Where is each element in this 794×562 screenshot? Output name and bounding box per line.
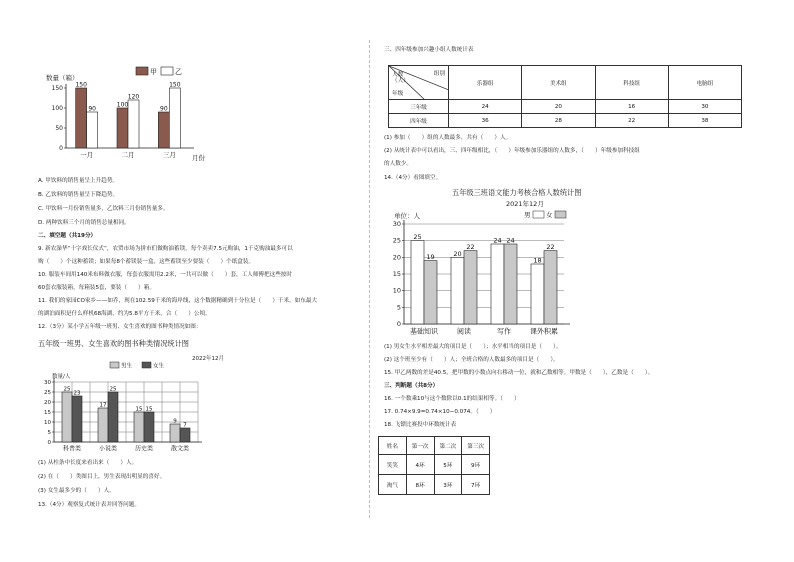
y-tick-label: 10 [44, 420, 51, 426]
dart-score-table [378, 436, 490, 495]
data-label: 17 [99, 402, 107, 409]
option-b: B. 乙饮料的销售量呈下降趋势。 [38, 192, 119, 198]
bar [144, 412, 154, 442]
question-12: 12.（3分）某小学五年级一班男、女生喜欢的图书种类情况如图： [38, 324, 202, 330]
question-14-item2: (2) 这个班至少有（ ）人；全班合格的人数最多的项目是（ ）。 [384, 357, 559, 363]
table-row [379, 475, 490, 495]
category-label: 课外积累 [530, 327, 558, 336]
legend-swatch-yi [161, 67, 173, 75]
row-label: 淘气 [379, 475, 407, 495]
table-cell: 36 [449, 114, 522, 128]
y-axis-title: 数量/人 [52, 374, 71, 380]
corner-label-count: 人数（人） [392, 72, 409, 84]
y-tick-label: 0 [396, 320, 401, 328]
category-label: 写作 [497, 327, 511, 336]
category-label: 科普类 [62, 445, 82, 452]
question-14-item1: (1) 男女生水平相差最大的项目是（ ）；水平相当的项目是（ ）。 [384, 344, 562, 350]
table-row [389, 100, 742, 114]
y-tick-label: 30 [392, 220, 401, 228]
chart2-title: 五年级一班男、女生喜欢的图书种类情况统计图 [38, 339, 189, 348]
bar [491, 244, 504, 324]
question-18: 18. 飞镖比赛投中环数统计表 [384, 422, 457, 428]
header-cell: 第一次 [406, 437, 434, 455]
row-label: 笑笑 [379, 455, 407, 475]
section-title-judgement: 三、判断题（共8分） [384, 383, 439, 389]
data-label: 90 [88, 105, 96, 113]
bar [451, 257, 464, 324]
header-cell: 姓名 [379, 437, 407, 455]
data-label: 19 [426, 253, 435, 262]
interest-group-table [388, 65, 742, 128]
legend-label-jia: 甲 [150, 68, 157, 76]
chart-date: 2022年12月 [192, 356, 224, 362]
corner-label-grade: 年级 [392, 91, 404, 97]
data-label: 120 [127, 93, 140, 101]
y-tick-label: 100 [51, 105, 63, 112]
legend-label-yi: 乙 [175, 68, 182, 76]
bar [169, 88, 180, 148]
question-9-line2: 购（ ）个这种蓄镁；如果每8个蓄镁装一盒，这些蓄镁至少要装（ ）个纸盒装。 [38, 259, 255, 265]
question-12-item1: (1) 从柱条中长度来看出来（ ）人。 [38, 460, 138, 466]
table-cell: 30 [668, 100, 741, 114]
legend-label-girls: 女 [546, 211, 553, 219]
header-cell: 第二次 [434, 437, 462, 455]
y-axis-title: 数量（箱） [46, 74, 79, 82]
y-tick-label: 30 [44, 380, 51, 386]
legend-swatch-boys [110, 362, 119, 368]
row-label: 四年级 [389, 114, 449, 128]
table-cell: 20 [522, 100, 595, 114]
table-cell: 9环 [462, 455, 490, 475]
question-16: 16. 一个数乘10与这个数除以0.1的结果相等。（ ） [384, 396, 520, 402]
data-label: 20 [453, 249, 462, 258]
bar [98, 408, 108, 442]
chart3-title: 五年级三班语文能力考核合格人数统计图 [452, 188, 582, 197]
data-label: 22 [466, 243, 475, 252]
data-label: 24 [506, 236, 515, 245]
bar [180, 428, 190, 442]
question-13: 13.（4分）观察复式统计表并回答问题。 [38, 502, 140, 508]
bar [87, 112, 98, 148]
bar [170, 424, 180, 442]
data-label: 15 [145, 406, 153, 413]
legend-label-girls: 女生 [153, 363, 165, 370]
question-9-line1: 9. 新农澡华“十字戏长仪式”，农贸市场为拼市们做购油蓄镁，每个卖卖7.5元购油，1千克购油最多可以 [38, 246, 293, 252]
chart-date: 2021年12月 [506, 200, 544, 208]
y-tick-label: 5 [396, 303, 401, 312]
table-cell: 16 [595, 100, 668, 114]
question-13-item2: (2) 从统计表中可以看出，三、四年级相比，（ ）年级参加乐器组的人数多，（ ）年级参加科技组 [384, 148, 640, 154]
y-tick-label: 50 [55, 125, 63, 132]
legend-label-boys: 男生 [121, 363, 133, 370]
question-13-item2-cont: 的人数少。 [384, 161, 412, 167]
category-label: 阅读 [457, 327, 471, 336]
bar [158, 112, 169, 148]
table-row [379, 455, 490, 475]
data-label: 25 [413, 233, 422, 242]
table-cell: 5环 [434, 455, 462, 475]
table-cell: 8环 [406, 475, 434, 495]
header-cell: 第三次 [462, 437, 490, 455]
corner-label-group: 组别 [433, 71, 445, 77]
bar [504, 244, 517, 324]
data-label: 23 [73, 390, 81, 397]
y-tick-label: 20 [392, 253, 401, 262]
legend-swatch-girls [555, 211, 566, 218]
category-label: 三月 [162, 151, 176, 159]
header-cell: 电脑组 [668, 66, 741, 100]
header-cell: 美术组 [522, 66, 595, 100]
category-label: 小说类 [98, 445, 118, 452]
table-cell: 28 [522, 114, 595, 128]
data-label: 150 [75, 81, 87, 89]
bar [134, 412, 144, 442]
y-tick-label: 25 [44, 390, 51, 396]
data-label: 100 [116, 101, 129, 109]
column-separator [369, 40, 370, 518]
table-row [389, 114, 742, 128]
y-tick-label: 5 [47, 430, 51, 436]
question-17: 17. 0.74×9.9=0.74×10−0.074。（ ） [384, 409, 496, 415]
y-tick-label: 15 [392, 270, 401, 278]
data-label: 24 [493, 236, 502, 245]
bar [117, 108, 128, 148]
table-cell: 24 [449, 100, 522, 114]
y-tick-label: 0 [47, 440, 51, 446]
header-cell: 乐器组 [449, 66, 522, 100]
data-label: 150 [169, 81, 181, 89]
row-label: 三年级 [389, 100, 449, 114]
data-label: 18 [533, 256, 542, 265]
question-10-line1: 10. 服装车间用140米布料做衣服，每套衣服需用2.2米，一共可以做（ ）套，工人师傅把这些按时 [38, 272, 292, 278]
section-title-fill-blank: 二、填空题（共19分） [38, 233, 97, 239]
y-tick-label: 10 [392, 286, 401, 295]
y-tick-label: 0 [59, 145, 63, 152]
table-title-interest-groups: 三、四年级参加兴趣小组人数统计表 [384, 47, 474, 53]
header-cell: 科技组 [595, 66, 668, 100]
data-label: 15 [135, 406, 143, 413]
data-label: 22 [546, 243, 555, 252]
bar [544, 251, 557, 324]
y-axis-title: 单位：人 [394, 212, 420, 220]
book-preference-bar-chart [30, 352, 240, 452]
question-15: 15. 甲乙两数的差是40.5，把甲数的小数点向右移动一位，就和乙数相等。甲数是（ ），乙数是（ ）。 [384, 370, 654, 376]
option-d: D. 两种饮料三个月的销售总量相同。 [38, 220, 130, 226]
question-14: 14.（4分）看图填空。 [384, 175, 442, 181]
option-a: A. 甲饮料的销售量呈上升趋势。 [38, 178, 119, 184]
legend-swatch-boys [533, 211, 544, 218]
category-label: 历史类 [134, 445, 154, 452]
category-label: 二月 [121, 151, 135, 159]
bar [62, 392, 72, 442]
bar [108, 392, 118, 442]
table-cell: 3环 [434, 475, 462, 495]
bar [72, 396, 82, 442]
table-cell: 7环 [462, 475, 490, 495]
sales-bar-chart [40, 60, 210, 172]
data-label: 25 [109, 386, 117, 393]
table-corner-cell [389, 66, 449, 100]
category-label: 散文类 [170, 445, 190, 452]
data-label: 7 [183, 422, 187, 429]
y-tick-label: 15 [44, 410, 51, 416]
question-12-item2: (2) 在（ ）类图目上，男生表现出明显的喜好。 [38, 474, 166, 480]
data-label: 25 [63, 386, 71, 393]
table-cell: 4环 [406, 455, 434, 475]
option-c: C. 甲饮料一月份销售量多，乙饮料三月份销售量多。 [38, 206, 169, 212]
y-tick-label: 25 [392, 236, 401, 245]
table-cell: 38 [668, 114, 741, 128]
bar [76, 88, 87, 148]
question-13-item1: (1) 参加（ ）组的人数最多，共有（ ）人。 [384, 135, 512, 141]
category-label: 基础知识 [410, 327, 438, 336]
category-label: 一月 [80, 151, 94, 159]
bar [424, 261, 437, 324]
x-axis-title: 月份 [192, 154, 205, 162]
bar [128, 100, 139, 148]
data-label: 9 [173, 418, 177, 425]
legend-swatch-girls [142, 362, 151, 368]
language-test-bar-chart [392, 198, 592, 340]
legend-swatch-jia [136, 67, 148, 75]
legend-label-boys: 男 [524, 211, 531, 219]
table-cell: 22 [595, 114, 668, 128]
question-11-line1: 11. 我们的家园CO家乡——如乔，现在102.59千米的海岸线，这个数据精确到十分位是（ ）千米，如东最大 [38, 298, 318, 304]
bar [464, 251, 477, 324]
bar [531, 264, 544, 324]
data-label: 90 [160, 105, 168, 113]
question-12-item3: (3) 女生最多少的（ ）人。 [38, 488, 115, 494]
question-11-line2: 的湖泊面积是什么样机68海湖，约为5.8平方千米，合（ ）公顷。 [38, 311, 211, 317]
question-10-line2: 60套衣服装箱，每箱装5套，要装（ ）箱。 [38, 285, 155, 291]
y-tick-label: 20 [44, 400, 51, 406]
y-tick-label: 150 [51, 85, 63, 92]
bar [411, 241, 424, 324]
